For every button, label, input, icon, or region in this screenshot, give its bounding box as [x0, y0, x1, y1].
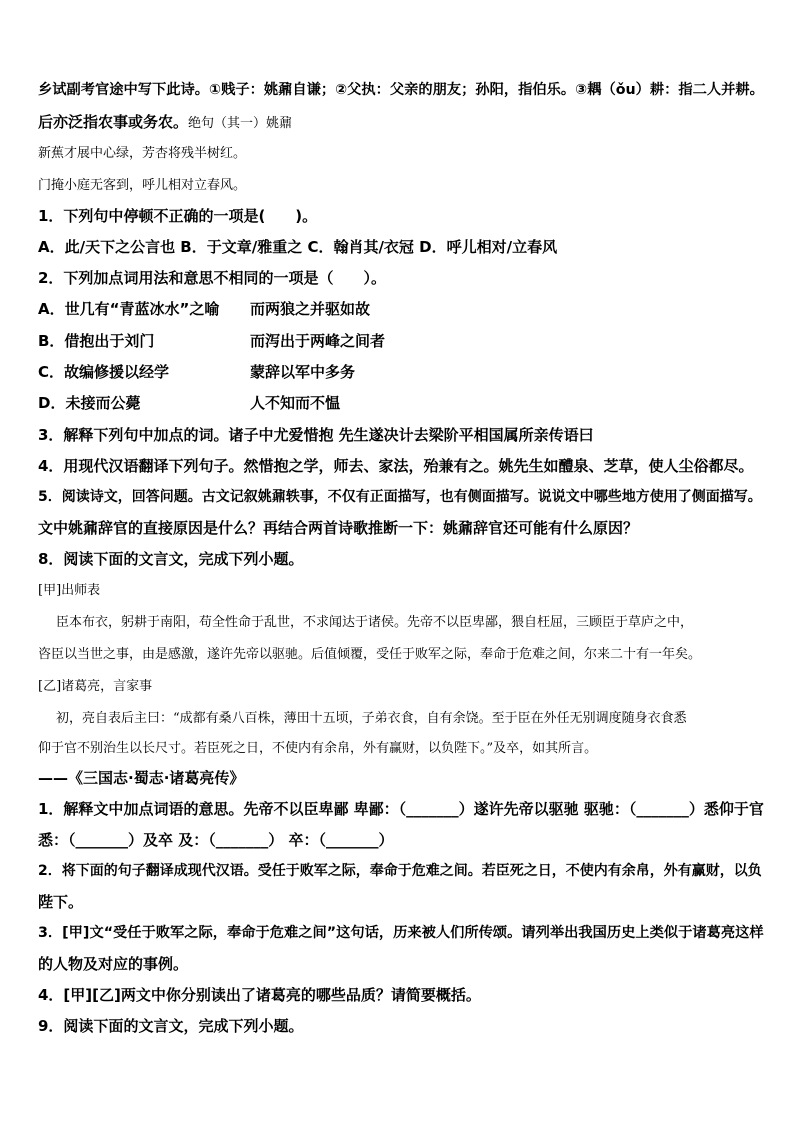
question-5: 5．阅读诗文，回答问题。古文记叙姚鼐轶事，不仅有正面描写，也有侧面描写。说说文中哪些地方使用了侧面描写。 [38, 489, 762, 505]
passage-jia-line-1: 臣本布衣，躬耕于南阳，苟全性命于乱世，不求闻达于诸侯。先帝不以臣卑鄙，猥自枉屈，三顾臣于草庐之中， [56, 615, 694, 630]
option-c-left: C．故编修援以经学 [38, 363, 170, 381]
option-b-right: 而泻出于两峰之间者 [250, 332, 386, 350]
passage-yi-line-1: 初，亮自表后主曰：“成都有桑八百株，薄田十五顷，子弟衣食，自有余饶。至于臣在外任无别调度随身衣食悉 [56, 711, 687, 726]
question-8: 8．阅读下面的文言文，完成下列小题。 [38, 550, 304, 568]
text-line-annotation-end [38, 112, 292, 134]
option-b-row [38, 331, 638, 351]
question-3: 3．解释下列句中加点的词。诸子中尤爱惜抱 先生遂决计去梁阶平相国属所亲传语曰 [38, 426, 594, 444]
sub-question-3-cont: 的人物及对应的事例。 [38, 955, 189, 973]
question-1: 1．下列句中停顿不正确的一项是( )。 [38, 207, 318, 225]
poem-line-1: 新蕉才展中心绿，芳杏将残半树红。 [38, 146, 247, 161]
sub-question-1: 1．解释文中加点词语的意思。先帝不以臣卑鄙 卑鄙：（_______）遂许先帝以驱驰 驱驰：（_______）悉仰于官 [38, 800, 764, 818]
option-c-right: 蒙辞以军中多务 [250, 363, 356, 381]
option-d-right: 人不知而不愠 [250, 394, 341, 412]
option-b-left: B．借抱出于刘门 [38, 332, 155, 350]
sub-question-3: 3．[甲]文“受任于败军之际，奉命于危难之间”这句话，历来被人们所传颂。请列举出我国历史上类似于诸葛亮这样 [38, 925, 764, 941]
passage-yi-title: [乙]诸葛亮，言家事 [38, 679, 153, 694]
option-d-row [38, 393, 638, 413]
question-5-cont: 文中姚鼐辞官的直接原因是什么？再结合两首诗歌推断一下：姚鼐辞官还可能有什么原因？ [38, 519, 639, 537]
option-a-right: 而两狼之并驱如故 [250, 300, 371, 318]
passage-source: ——《三国志·蜀志·诸葛亮传》 [38, 769, 245, 787]
annotation-end: 后亦泛指农事或务农。 [38, 113, 189, 131]
text-line-annotation: 乡试副考官途中写下此诗。①贱子：姚鼐自谦；②父执：父亲的朋友；孙阳，指伯乐。③耦（ǒu）耕：指二人并耕。 [38, 82, 764, 98]
question-4: 4．用现代汉语翻译下列句子。然惜抱之学，师去、家法，殆兼有之。姚先生如醴泉、芝草，使人尘俗都尽。 [38, 457, 754, 475]
option-a-left: A．世几有“青蓝冰水”之喻 [38, 300, 220, 318]
passage-yi-line-2: 仰于官不别治生以长尺寸。若臣死之日，不使内有余帛，外有赢财，以负陛下。”及卒，如其所言。 [38, 741, 598, 756]
sub-question-2-cont: 陛下。 [38, 893, 84, 911]
passage-jia-title: [甲]出师表 [38, 583, 101, 598]
poem-title: 绝句（其一）姚鼐 [188, 116, 293, 131]
sub-question-2: 2．将下面的句子翻译成现代汉语。受任于败军之际，奉命于危难之间。若臣死之日，不使内有余帛，外有赢财，以负 [38, 863, 762, 879]
option-d-left: D．未接而公薨 [38, 394, 141, 412]
poem-line-2: 门掩小庭无客到，呼儿相对立春风。 [38, 178, 247, 193]
passage-jia-line-2: 咨臣以当世之事，由是感激，遂许先帝以驱驰。后值倾覆，受任于败军之际，奉命于危难之间，尔来二十有一年矣。 [38, 647, 702, 662]
question-9: 9．阅读下面的文言文，完成下列小题。 [38, 1017, 304, 1035]
option-c-row [38, 362, 638, 382]
question-2: 2．下列加点词用法和意思不相同的一项是（ ）。 [38, 269, 386, 287]
sub-question-4: 4．[甲][乙]两文中你分别读出了诸葛亮的哪些品质？请简要概括。 [38, 986, 481, 1004]
sub-question-1-cont: 悉：（_______）及卒 及：（_______） 卒：（_______） [38, 831, 394, 849]
option-a-row [38, 299, 638, 319]
question-1-options: A．此/天下之公言也 B．于文章/雅重之 C．翰肖其/衣冠 D．呼儿相对/立春风 [38, 238, 558, 256]
